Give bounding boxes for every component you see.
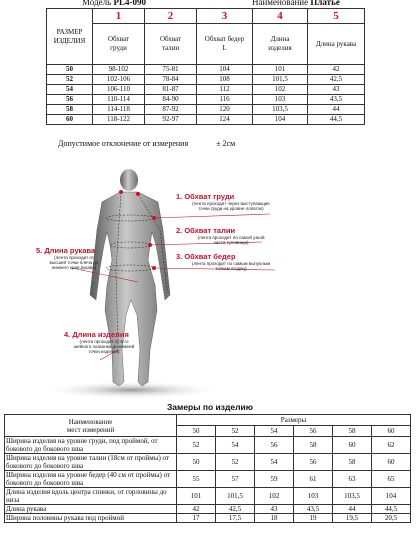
label-line: L	[222, 44, 227, 52]
measurement-value: 17,5	[216, 514, 255, 523]
size-header-line: ИЗДЕЛИЯ	[53, 36, 86, 45]
measurement-name: Ширина изделия на уровне груди, под проймой, от бокового до бокового шва	[5, 437, 177, 454]
measure-cell: 104	[197, 65, 253, 75]
measure-cell: 43,5	[308, 95, 365, 105]
tolerance-note	[58, 139, 235, 148]
name-line	[252, 0, 340, 7]
measurements-table	[4, 414, 411, 523]
measurement-row	[5, 471, 411, 488]
measure-cell: 92-97	[145, 115, 197, 125]
measurement-value: 63	[333, 471, 372, 488]
model-line	[82, 0, 146, 7]
measurement-name: Длина рукава	[5, 505, 177, 514]
model-value: PL4-090	[113, 0, 146, 7]
measurement-value: 55	[177, 471, 216, 488]
label-line: Обхват	[159, 35, 182, 43]
size-cell: 56	[47, 95, 93, 105]
column-number: 1	[93, 9, 145, 24]
measure-cell: 84-90	[145, 95, 197, 105]
measure-cell: 42	[308, 65, 365, 75]
size-cell: 58	[47, 105, 93, 115]
note-line: высшей точки плеча до	[49, 260, 99, 265]
measurement-value: 54	[255, 454, 294, 471]
size-header-line: РАЗМЕР	[56, 27, 83, 36]
size-row	[47, 95, 365, 105]
measurement-value: 58	[294, 437, 333, 454]
measurement-value: 54	[216, 437, 255, 454]
size-column-header: 54	[255, 426, 294, 437]
callout-note	[64, 339, 144, 354]
measurement-value: 20,5	[372, 514, 411, 523]
measurement-value: 52	[216, 454, 255, 471]
measurement-value: 52	[177, 437, 216, 454]
body-silhouette	[90, 192, 170, 386]
callout-note	[36, 255, 112, 270]
size-row	[47, 85, 365, 95]
size-column-header: 58	[333, 426, 372, 437]
callout-hip	[176, 252, 286, 271]
measure-cell: 42,5	[308, 75, 365, 85]
measure-cell: 120	[197, 105, 253, 115]
name-value: Платье	[310, 0, 340, 7]
label-line: груди	[110, 44, 127, 52]
measure-cell: 116	[197, 95, 253, 105]
measurement-value: 101,5	[216, 488, 255, 505]
note-line: нижнего края рукава)	[51, 265, 97, 270]
measurement-value: 43,5	[294, 505, 333, 514]
measurement-value: 50	[177, 454, 216, 471]
column-number: 4	[253, 9, 308, 24]
measure-cell: 106-110	[93, 85, 145, 95]
measurement-name: Ширина половины рукава под проймой	[5, 514, 177, 523]
size-cell: 52	[47, 75, 93, 85]
measurement-value: 42	[177, 505, 216, 514]
measurement-value: 19,5	[333, 514, 372, 523]
measure-cell: 104	[253, 115, 308, 125]
callout-sleeve	[36, 246, 112, 270]
column-label	[93, 24, 145, 65]
measurement-value: 101	[177, 488, 216, 505]
head-shape	[120, 169, 138, 191]
note-line: (лента проходит от 6-го	[79, 339, 129, 344]
label-line: талии	[161, 44, 180, 52]
callout-title: 3. Обхват бедер	[176, 252, 236, 261]
name-label: Наименование	[252, 0, 309, 7]
callout-note	[176, 235, 286, 245]
note-line: (лента проходит по самым выпуклым	[191, 261, 271, 266]
measurement-value: 19	[294, 514, 333, 523]
label-line: изделия	[268, 44, 292, 52]
note-line: (лента проходит по самой узкой	[197, 235, 265, 240]
size-column-header: 50	[177, 426, 216, 437]
label-line: Длина рукава	[315, 39, 357, 48]
size-row	[47, 115, 365, 125]
size-row	[47, 75, 365, 85]
column-label	[308, 24, 365, 65]
measurement-value: 62	[372, 437, 411, 454]
measure-cell: 101,5	[253, 75, 308, 85]
measure-cell: 112	[197, 85, 253, 95]
measurement-name: Длина изделия вдоль центра спинки, от горловины до низа	[5, 488, 177, 505]
measurement-value: 56	[294, 454, 333, 471]
measure-cell: 87-92	[145, 105, 197, 115]
column-label	[253, 24, 308, 65]
measure-cell: 102-106	[93, 75, 145, 85]
measurement-value: 59	[255, 471, 294, 488]
callout-title: 1. Обхват груди	[176, 192, 235, 201]
point-marker	[119, 190, 123, 194]
measure-cell: 118-122	[93, 115, 145, 125]
measurement-value: 56	[255, 437, 294, 454]
measurement-row	[5, 437, 411, 454]
size-cell: 60	[47, 115, 93, 125]
model-label: Модель	[82, 0, 112, 7]
label-line: Обхват бедер	[204, 35, 245, 43]
header-line: Наименование	[68, 417, 113, 426]
measurement-value: 60	[372, 454, 411, 471]
measurement-value: 102	[255, 488, 294, 505]
note-line: (лента проходит от	[54, 255, 94, 260]
column-number: 3	[197, 9, 253, 24]
note-line: точкам ягодиц)	[215, 266, 247, 271]
measurement-value: 44,5	[372, 505, 411, 514]
measurement-value: 104	[372, 488, 411, 505]
measurements-title: Замеры по изделию	[166, 402, 254, 412]
size-row	[47, 105, 365, 115]
tolerance-label: Допустимое отклонение от измерения	[58, 139, 189, 148]
size-column-header: 56	[294, 426, 333, 437]
floor-shadow	[42, 381, 222, 399]
measurement-row	[5, 488, 411, 505]
measure-cell: 101	[253, 65, 308, 75]
callout-length	[64, 330, 144, 354]
size-table	[46, 8, 365, 125]
measurement-value: 58	[333, 454, 372, 471]
leader-chest	[154, 214, 270, 218]
measure-cell: 43	[308, 85, 365, 95]
size-cell: 54	[47, 85, 93, 95]
measurement-value: 44	[333, 505, 372, 514]
label-line: Обхват	[107, 35, 130, 43]
callout-chest	[176, 192, 286, 211]
label-line: Длина	[270, 35, 290, 43]
note-line: части туловища)	[213, 240, 249, 245]
measurement-value: 61	[294, 471, 333, 488]
column-label	[145, 24, 197, 65]
measure-cell: 81-87	[145, 85, 197, 95]
callout-note	[176, 261, 286, 271]
callout-waist	[176, 226, 286, 245]
callout-title: 5. Длина рукава	[36, 246, 96, 255]
note-line: (лента проходит через выступающие	[192, 201, 270, 206]
point-marker	[136, 192, 140, 196]
note-line: точки изделия)	[88, 349, 120, 354]
measurement-name: Ширина изделия на уровне бедер (40 см от проймы) от бокового до бокового шва	[5, 471, 177, 488]
measurement-value: 43	[255, 505, 294, 514]
measurement-value: 103	[294, 488, 333, 505]
size-column-header: 52	[216, 426, 255, 437]
sizes-header: Размеры	[177, 415, 411, 426]
callout-title: 2. Обхват талии	[176, 226, 236, 235]
name-header-cell	[5, 415, 177, 437]
column-number: 2	[145, 9, 197, 24]
measure-cell: 103	[253, 95, 308, 105]
body-figure-illustration	[0, 150, 420, 400]
callout-note	[176, 201, 286, 211]
measurement-value: 65	[372, 471, 411, 488]
measurement-value: 103,5	[333, 488, 372, 505]
note-line: точки груди на уровне лопаток)	[198, 206, 264, 211]
size-header-cell	[47, 9, 93, 65]
callout-title: 4. Длина изделия	[64, 330, 129, 339]
measurement-row	[5, 454, 411, 471]
measurement-value: 17	[177, 514, 216, 523]
size-column-header: 60	[372, 426, 411, 437]
measurement-value: 60	[333, 437, 372, 454]
measurement-value: 42,5	[216, 505, 255, 514]
measure-cell: 124	[197, 115, 253, 125]
size-cell: 50	[47, 65, 93, 75]
measure-cell: 44	[308, 105, 365, 115]
measurement-value: 18	[255, 514, 294, 523]
measurement-value: 57	[216, 471, 255, 488]
measure-cell: 110-114	[93, 95, 145, 105]
column-label	[197, 24, 253, 65]
measurement-row	[5, 505, 411, 514]
measure-cell: 103,5	[253, 105, 308, 115]
measurement-row	[5, 514, 411, 523]
measure-cell: 78-84	[145, 75, 197, 85]
measure-cell: 98-102	[93, 65, 145, 75]
column-number: 5	[308, 9, 365, 24]
tolerance-value: ± 2см	[216, 139, 236, 148]
measurement-name: Ширина изделия на уровне талии (18см от проймы) от бокового до бокового шва	[5, 454, 177, 471]
measure-cell: 44,5	[308, 115, 365, 125]
measure-cell: 114-118	[93, 105, 145, 115]
measure-cell: 108	[197, 75, 253, 85]
header-line: мест измерений	[66, 425, 115, 434]
measure-cell: 75-81	[145, 65, 197, 75]
note-line: шейного позвонка до нижней	[73, 344, 135, 349]
measure-cell: 102	[253, 85, 308, 95]
size-row	[47, 65, 365, 75]
